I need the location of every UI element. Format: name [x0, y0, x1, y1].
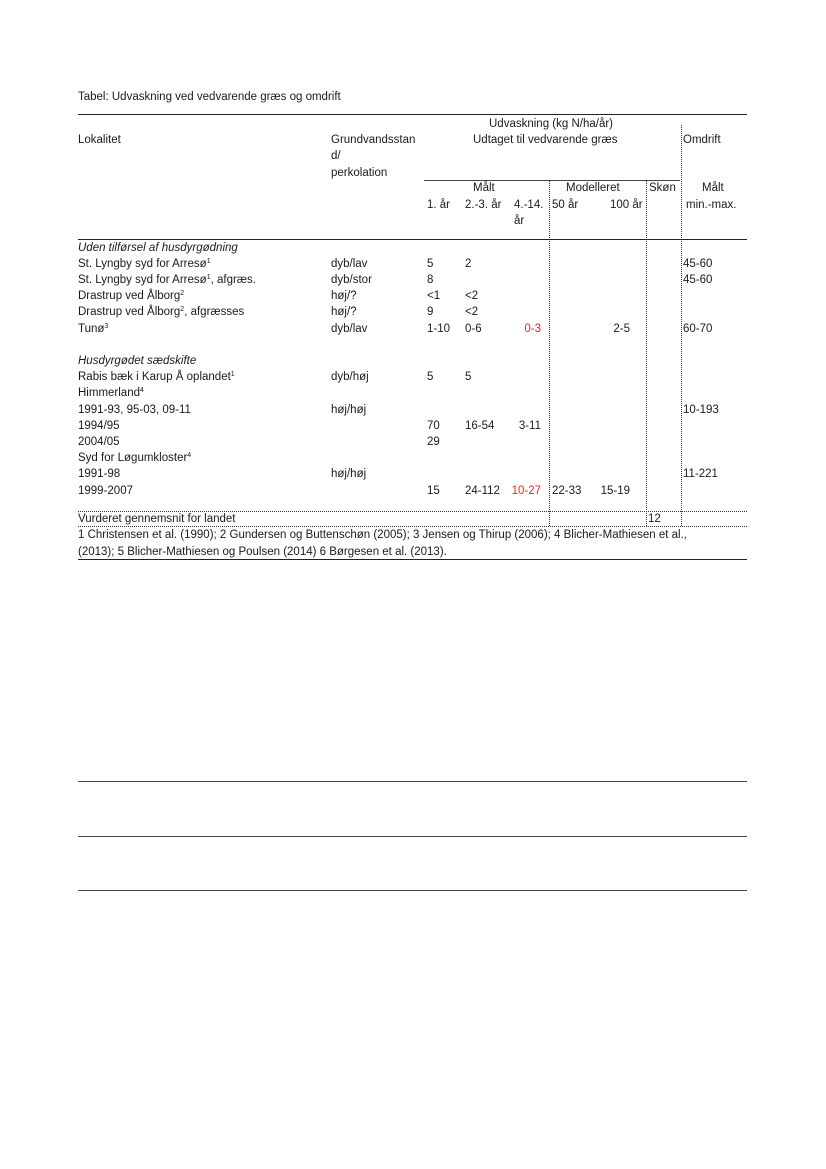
row-lokalitet: 2004/05: [78, 436, 120, 448]
row-cell-a1: 70: [427, 420, 440, 432]
row-cell-m100: 2-5: [613, 323, 630, 335]
row-cell-a23: <2: [465, 306, 479, 318]
row-cell-gv: høj/høj: [331, 404, 367, 416]
row-lokalitet: St. Lyngby syd for Arresø$^1$, afgræs.: [78, 274, 256, 286]
header-omdrift-maalt: Målt: [702, 182, 724, 194]
row-cell-a1: 15: [427, 485, 440, 497]
header-aar50: 50 år: [552, 199, 579, 211]
row-cell-a23: 16-54: [465, 420, 495, 432]
row-cell-a23: 24-112: [465, 485, 500, 497]
row-cell-a23: 0-6: [465, 323, 482, 335]
row-cell-om: 10-193: [683, 404, 719, 416]
row-cell-a1: 8: [427, 274, 434, 286]
header-grundvand-1: Grundvandsstan: [331, 134, 416, 146]
summary-bottom-rule: [78, 526, 747, 527]
row-cell-a23: <2: [465, 290, 479, 302]
header-modelleret: Modelleret: [566, 182, 620, 194]
row-cell-gv: dyb/høj: [331, 371, 369, 383]
row-cell-a1: <1: [427, 290, 441, 302]
row-cell-a1: 5: [427, 258, 434, 270]
section-title: Uden tilførsel af husdyrgødning: [78, 242, 238, 254]
row-cell-m100: 15-19: [600, 485, 630, 497]
row-cell-gv: høj/?: [331, 306, 357, 318]
table-caption-fragment: Tabel: Udvaskning ved vedvarende græs og omdrift: [78, 91, 341, 103]
references-line-1: 1 Christensen et al. (1990); 2 Gundersen og Buttenschøn (2005); 3 Jensen og Thirup (2006); 4 Blicher-Mathiesen et al.,: [78, 529, 687, 541]
row-lokalitet: Drastrup ved Ålborg$^2$: [78, 290, 185, 302]
row-cell-a23: 2: [465, 258, 472, 270]
row-lokalitet: 1991-98: [78, 468, 121, 480]
row-lokalitet: Tunø$^3$: [78, 323, 109, 335]
section-title: Husdyrgødet sædskifte: [78, 355, 197, 367]
table-bottom-rule: [78, 559, 747, 560]
header-udtaget: Udtaget til vedvarende græs: [473, 134, 618, 146]
blank-line: [78, 836, 747, 837]
row-cell-a1: 29: [427, 436, 440, 448]
row-cell-om: 60-70: [683, 323, 713, 335]
header-aar100: 100 år: [610, 199, 643, 211]
header-aar414-1: 4.-14.: [514, 199, 544, 211]
header-lokalitet: Lokalitet: [78, 134, 121, 146]
row-cell-a1: 5: [427, 371, 434, 383]
blank-line: [78, 890, 747, 891]
header-aar1: 1. år: [427, 199, 451, 211]
row-lokalitet: 1991-93, 95-03, 09-11: [78, 404, 191, 416]
row-cell-gv: dyb/lav: [331, 258, 368, 270]
row-lokalitet: Rabis bæk i Karup Å oplandet$^1$: [78, 371, 235, 383]
header-omdrift: Omdrift: [683, 134, 721, 146]
column-divider: [646, 180, 647, 526]
row-lokalitet: 1994/95: [78, 420, 120, 432]
summary-skoen: 12: [648, 513, 661, 525]
header-minmax: min.-max.: [686, 199, 737, 211]
row-cell-a414: 10-27: [511, 485, 541, 497]
row-cell-a414: 3-11: [518, 420, 541, 432]
row-cell-a1: 1-10: [427, 323, 451, 335]
header-maalt: Målt: [473, 182, 495, 194]
row-cell-a23: 5: [465, 371, 472, 383]
row-cell-gv: dyb/stor: [331, 274, 372, 286]
column-divider: [681, 125, 682, 526]
blank-line: [78, 781, 747, 782]
references-line-2: (2013); 5 Blicher-Mathiesen og Poulsen (2014) 6 Børgesen et al. (2013).: [78, 546, 447, 558]
header-aar414-2: år: [514, 215, 525, 227]
subheader-rule: [424, 180, 680, 181]
row-lokalitet: Drastrup ved Ålborg$^2$, afgræsses: [78, 306, 245, 318]
summary-label: Vurderet gennemsnit for landet: [78, 513, 236, 525]
row-cell-gv: høj/?: [331, 290, 357, 302]
column-divider: [549, 180, 550, 526]
row-cell-gv: høj/høj: [331, 468, 367, 480]
row-cell-a1: 9: [427, 306, 434, 318]
header-udvaskning: Udvaskning (kg N/ha/år): [489, 118, 613, 130]
header-grundvand-2: d/: [331, 150, 341, 162]
row-lokalitet: 1999-2007: [78, 485, 133, 497]
row-lokalitet: St. Lyngby syd for Arresø$^1$: [78, 258, 211, 270]
row-cell-om: 45-60: [683, 274, 713, 286]
header-grundvand-3: perkolation: [331, 167, 388, 179]
row-cell-m50: 22-33: [552, 485, 582, 497]
row-cell-om: 11-221: [683, 468, 718, 480]
row-lokalitet: Syd for Løgumkloster$^4$: [78, 452, 192, 464]
header-skoen: Skøn: [649, 182, 676, 194]
row-lokalitet: Himmerland$^4$: [78, 387, 144, 399]
row-cell-gv: dyb/lav: [331, 323, 368, 335]
row-cell-om: 45-60: [683, 258, 713, 270]
row-cell-a414: 0-3: [524, 323, 541, 335]
table-top-rule: [78, 114, 747, 115]
header-aar23: 2.-3. år: [465, 199, 502, 211]
